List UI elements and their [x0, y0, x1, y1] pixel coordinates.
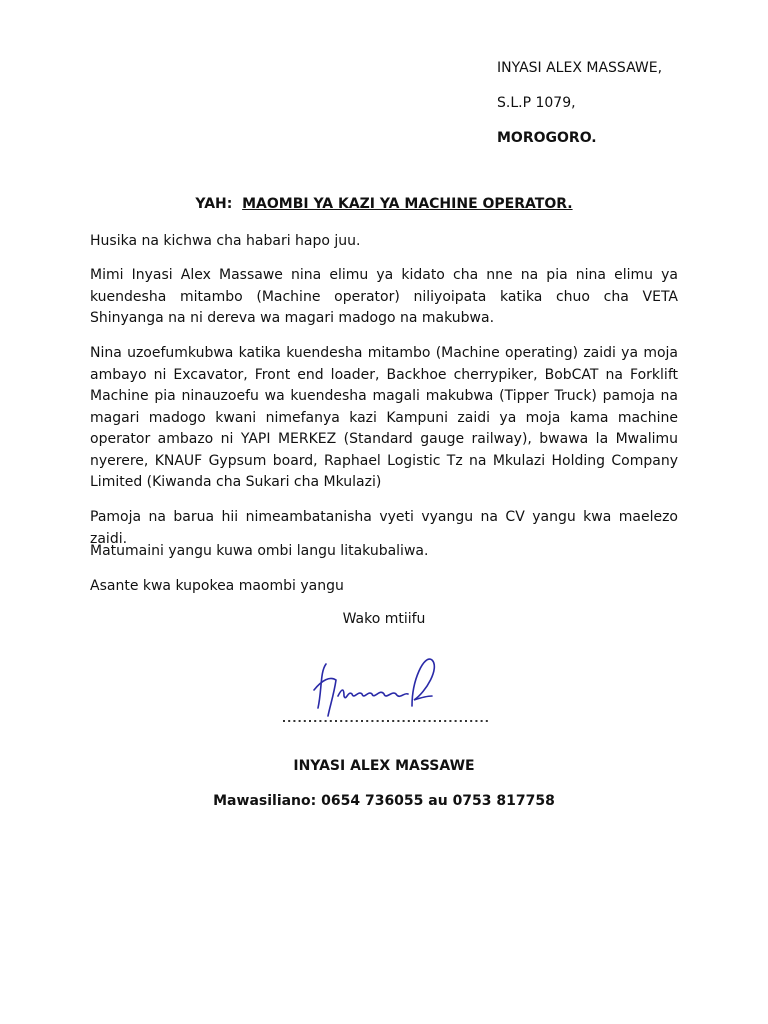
sender-city: MOROGORO. — [497, 130, 597, 146]
body-paragraph-6: Asante kwa kupokea maombi yangu — [90, 578, 344, 594]
body-paragraph-3: Nina uzoefumkubwa katika kuendesha mitambo (Machine operating) zaidi ya moja ambayo ni Excavator, Front end loader, Backhoe cherrypiker, BobCAT na Forklift Machine pia ninauzoefu wa kuendesha magali makubwa (Tipper Truck) pamoja na magari madogo kwani nimefanya kazi Kampuni zaidi ya moja kama machine operator ambazo ni YAPI MERKEZ (Standard gauge railway), bwawa la Mwalimu nyerere, KNAUF Gypsum board, Raphael Logistic Tz na Mkulazi Holding Company Limited (Kiwanda cha Sukari cha Mkulazi) — [90, 345, 678, 490]
subject-line — [90, 196, 678, 212]
sender-name: INYASI ALEX MASSAWE, — [497, 60, 663, 76]
body-paragraph-4: Pamoja na barua hii nimeambatanisha vyeti vyangu na CV yangu kwa maelezo zaidi. — [90, 509, 678, 547]
body-paragraph-2: Mimi Inyasi Alex Massawe nina elimu ya kidato cha nne na pia nina elimu ya kuendesha mitambo (Machine operator) niliyoipata katika chuo cha VETA Shinyanga na ni dereva wa magari madogo na makubwa. — [90, 267, 678, 326]
closing-text: Wako mtiifu — [342, 611, 426, 627]
sender-po-box: S.L.P 1079, — [497, 95, 576, 111]
body-paragraph-5: Matumaini yangu kuwa ombi langu litakubaliwa. — [90, 543, 429, 559]
signature-dotted-line — [283, 718, 488, 724]
subject-title: MAOMBI YA KAZI YA MACHINE OPERATOR. — [242, 196, 573, 212]
body-paragraph-1: Husika na kichwa cha habari hapo juu. — [90, 233, 361, 249]
contact-line: Mawasiliano: 0654 736055 au 0753 817758 — [213, 793, 555, 809]
handwritten-signature — [300, 650, 450, 725]
signatory-name: INYASI ALEX MASSAWE — [293, 758, 475, 774]
subject-prefix: YAH: — [195, 196, 233, 212]
